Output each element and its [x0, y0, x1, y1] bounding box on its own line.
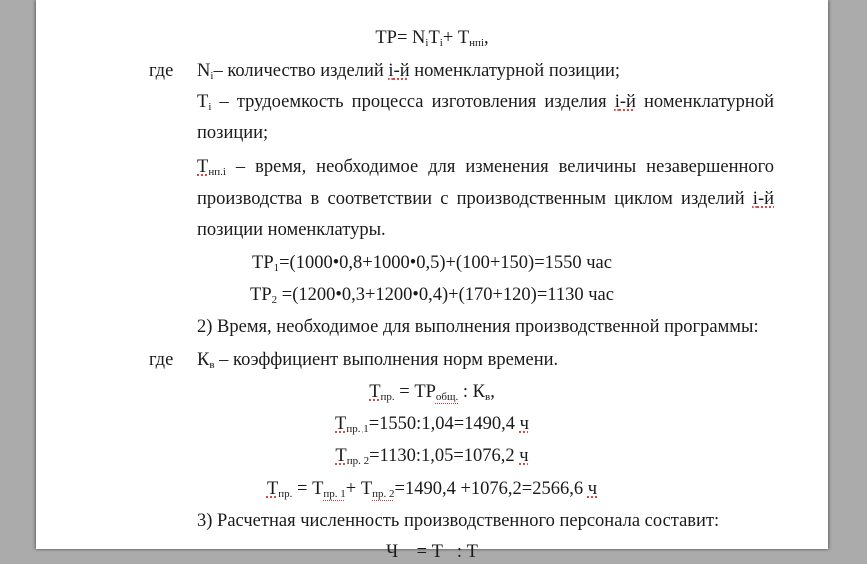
- section-3-heading: 3) Расчетная численность производственного персонала составит:: [197, 511, 720, 531]
- document-page: [36, 0, 828, 562]
- calc-tpr2: $Т_{пр. 2}=1130:1,05=1076,2$ ч: [335, 446, 529, 467]
- definition-t-line2: позиции;: [197, 123, 269, 143]
- calc-tpr1: $Т_{пр. 1}=1550:1,04=1490,4$ ч: [335, 414, 529, 435]
- partial-formula-line: Ч = Т : Т: [386, 542, 478, 562]
- calc-tp1: $ТР_1=(1000•0,8+1000•0,5)+(100+150)=1550$ час: [252, 253, 612, 274]
- calc-tp2: $ТР_2$ =(1200•0,3+1200•0,4)+(170+120)=1130 час: [250, 285, 614, 306]
- where-label: где: [149, 61, 174, 81]
- calc-tpr-total: $Т_{пр.} = Т_{пр. 1}+ Т_{пр. 2}=1490,4 +1076,2=2566,6$ ч: [266, 479, 598, 500]
- formula-tp: $ТР= N_iT_i+ Т_{нпi}$,: [375, 28, 489, 49]
- definition-t-line1: $Т_i$ – трудоемкость процесса изготовления изделия i-й номенклатурной: [197, 92, 774, 113]
- definition-n: $N_i-$ количество изделий i-й номенклатурной позиции;: [197, 61, 621, 82]
- where-label: где: [149, 350, 174, 370]
- definition-tnp-line1: $Т_{нп.i}$ – время, необходимое для изменения величины незавершенного: [197, 157, 774, 178]
- formula-tpr: $Т_{пр.} = ТР_{общ.}$ : $К_в$,: [369, 382, 495, 403]
- definition-kv: $К_в$ – коэффициент выполнения норм времени.: [197, 350, 559, 371]
- section-2-heading: 2) Время, необходимое для выполнения производственной программы:: [197, 317, 759, 337]
- definition-tnp-line2: производства в соответствии с производственным циклом изделий i-й: [197, 189, 774, 209]
- definition-tnp-line3: позиции номенклатуры.: [197, 220, 386, 240]
